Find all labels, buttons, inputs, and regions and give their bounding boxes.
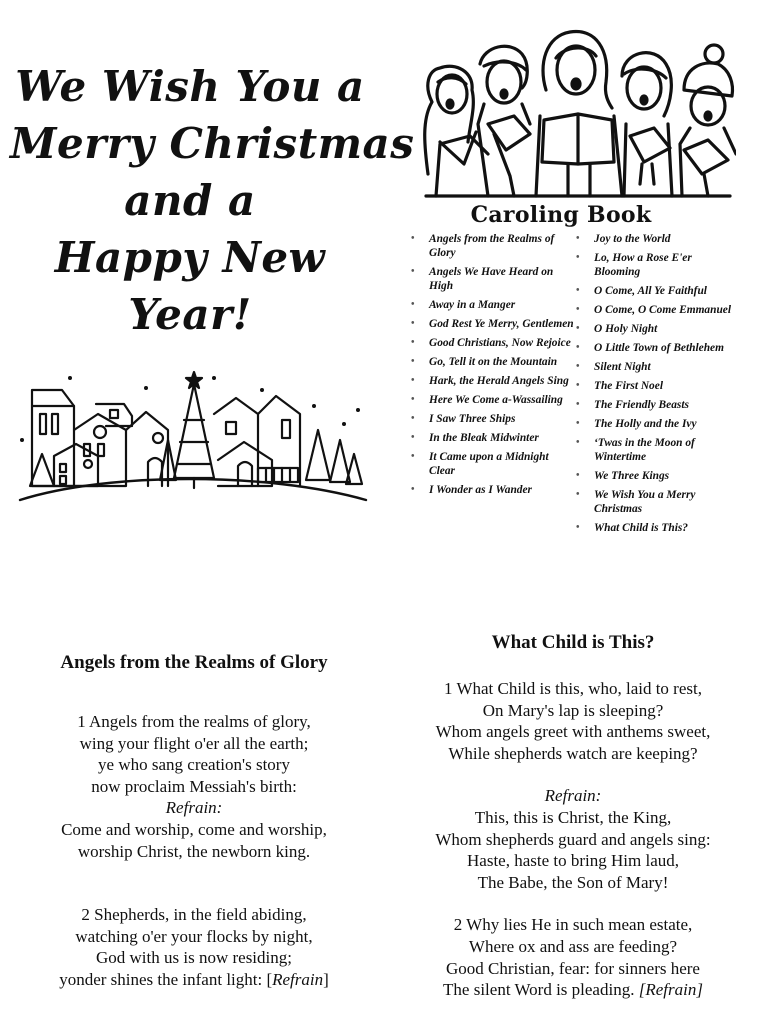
lyric-line: Whom shepherds guard and angels sing: <box>435 829 711 849</box>
lyric-line <box>388 979 758 1001</box>
song-title: What Child is This? <box>491 632 655 653</box>
greeting-title <box>10 58 415 343</box>
lyric-line: 1 Angels from the realms of glory, <box>77 712 311 731</box>
lyric-line: 1 What Child is this, who, laid to rest, <box>444 679 702 698</box>
singer-figure <box>622 53 672 196</box>
list-item: • O Little Town of Bethlehem <box>574 341 734 355</box>
list-item: • Away in a Manger <box>409 298 577 312</box>
singer-figure <box>536 32 622 196</box>
singer-figure <box>680 45 736 196</box>
stanza-gap <box>14 862 374 883</box>
list-item: • We Three Kings <box>574 469 734 483</box>
lyric-line: This, this is Christ, the King, <box>474 807 672 827</box>
lyric-line: 2 Why lies He in such mean estate, <box>453 915 693 935</box>
list-item: • Go, Tell it on the Mountain <box>409 355 577 369</box>
stanza-gap <box>14 883 374 904</box>
lyric-line: While shepherds watch are keeping? <box>448 743 698 763</box>
song-title: Angels from the Realms of Glory <box>60 652 328 673</box>
lyric-line: 2 Shepherds, in the field abiding, <box>81 905 307 925</box>
greeting-line: Merry Christmas <box>10 119 415 168</box>
list-item: • O Holy Night <box>574 322 734 336</box>
singer-figure <box>478 46 530 196</box>
lyric-line: Haste, haste to bring Him laud, <box>467 851 679 871</box>
list-item: • Lo, How a Rose E'er Blooming <box>574 251 734 279</box>
lyric-line: God with us is now residing; <box>96 948 292 968</box>
stanza-gap <box>388 893 758 914</box>
list-item: • Silent Night <box>574 360 734 374</box>
song-lyrics <box>14 711 374 991</box>
caroling-book-title: Caroling Book <box>470 202 652 228</box>
refrain-reference: [Refrain] <box>638 980 703 1000</box>
lyric-line <box>14 969 374 991</box>
list-item: • I Saw Three Ships <box>409 412 577 426</box>
lyric-text: yonder shines the infant light: [ <box>59 969 273 989</box>
refrain-reference: Refrain <box>272 969 324 989</box>
refrain-label: Refrain: <box>165 798 223 818</box>
lyric-line: wing your flight o'er all the earth; <box>79 733 309 753</box>
greeting-line: and a <box>124 176 256 225</box>
list-item: • Good Christians, Now Rejoice <box>409 336 577 350</box>
list-item: • ‘Twas in the Moon of Wintertime <box>574 436 734 464</box>
bracket-close: ] <box>323 969 329 989</box>
lyric-line: Good Christian, fear: for sinners here <box>446 958 700 978</box>
lyric-line: Whom angels greet with anthems sweet, <box>435 722 711 742</box>
lyric-line: Come and worship, come and worship, <box>61 819 327 839</box>
list-item: • God Rest Ye Merry, Gentlemen <box>409 317 577 331</box>
list-item: • O Come, O Come Emmanuel <box>574 303 734 317</box>
song-lyrics <box>388 678 758 1001</box>
lyric-line: ye who sang creation's story <box>98 755 290 775</box>
song-list-left <box>409 232 577 502</box>
lyric-line: The Babe, the Son of Mary! <box>477 872 669 892</box>
list-item: • Here We Come a-Wassailing <box>409 393 577 407</box>
lyric-line: watching o'er your flocks by night, <box>75 926 313 946</box>
list-item: • Hark, the Herald Angels Sing <box>409 374 577 388</box>
list-item: • Angels We Have Heard on High <box>409 265 577 293</box>
song-list-right <box>574 232 734 540</box>
list-item: • In the Bleak Midwinter <box>409 431 577 445</box>
greeting-line: We Wish You a <box>15 62 365 111</box>
list-item: • It Came upon a Midnight Clear <box>409 450 577 478</box>
lyric-line: Where ox and ass are feeding? <box>468 936 678 956</box>
list-item: • Joy to the World <box>574 232 734 246</box>
carol-singers-illustration <box>418 24 736 202</box>
lyric-line: now proclaim Messiah's birth: <box>91 776 297 796</box>
lyric-line: worship Christ, the newborn king. <box>77 841 311 861</box>
list-item: • The Holly and the Ivy <box>574 417 734 431</box>
list-item: • We Wish You a Merry Christmas <box>574 488 734 516</box>
snowy-village-illustration <box>18 370 368 508</box>
greeting-line: Year! <box>128 290 252 339</box>
list-item: • The First Noel <box>574 379 734 393</box>
list-item: • The Friendly Beasts <box>574 398 734 412</box>
list-item: • What Child is This? <box>574 521 734 535</box>
stanza-gap <box>388 764 758 785</box>
lyric-text: The silent Word is pleading. <box>443 980 639 1000</box>
greeting-line: Happy New <box>54 233 326 282</box>
list-item: • I Wonder as I Wander <box>409 483 577 497</box>
list-item: • O Come, All Ye Faithful <box>574 284 734 298</box>
list-item: • Angels from the Realms of Glory <box>409 232 577 260</box>
lyric-line: On Mary's lap is sleeping? <box>482 700 664 720</box>
refrain-label: Refrain: <box>544 786 602 806</box>
